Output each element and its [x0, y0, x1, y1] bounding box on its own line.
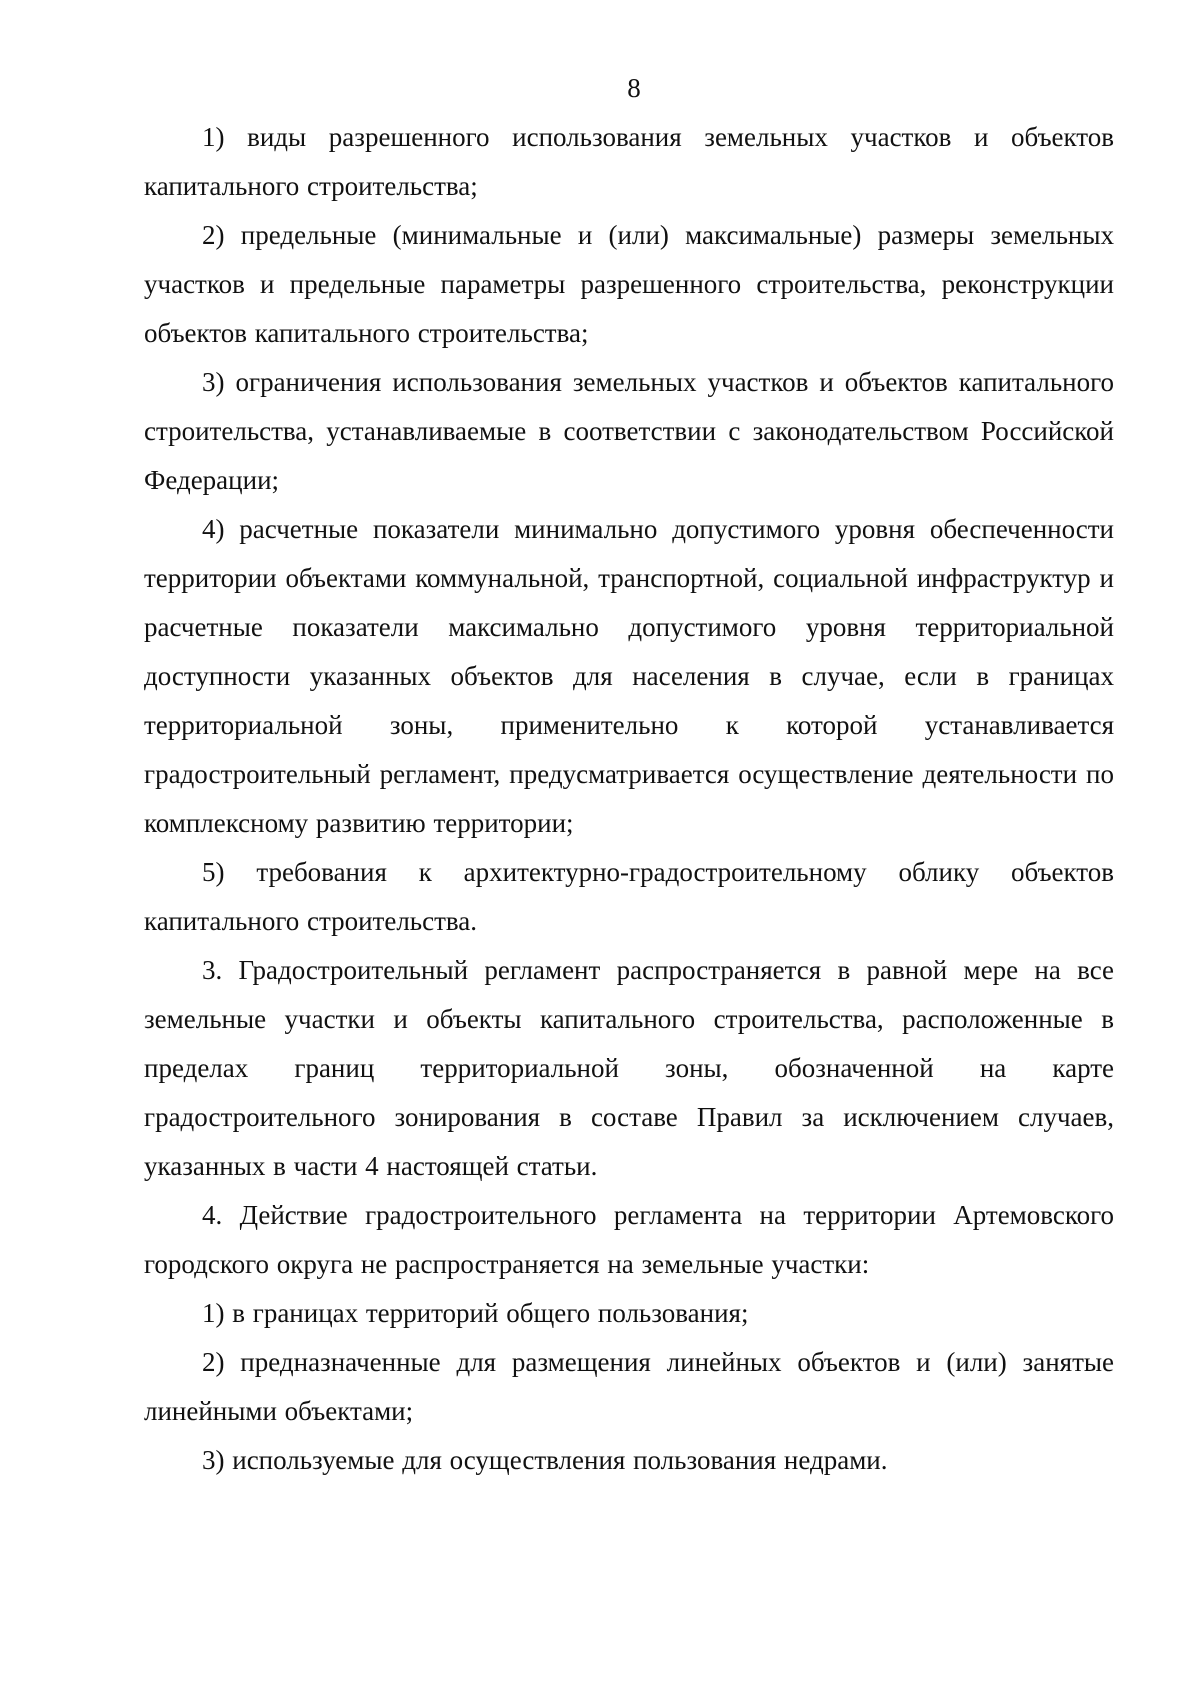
- clause-4: 4. Действие градостроительного регламента на территории Артемовского городского округа не распространяется на земельные участки:: [144, 1200, 1114, 1279]
- list-item-architectural-requirements: 5) требования к архитектурно-градостроительному облику объектов капитального строительства.: [144, 857, 1114, 936]
- list-item-calculated-indicators: 4) расчетные показатели минимально допустимого уровня обеспеченности территории объектами коммунальной, транспортной, социальной инфраструктур и расчетные показатели максимально допустимого уровня территориальной доступности указанных объектов для населения в случае, если в границах территориальной зоны, применительно к которой устанавливается градостроительный регламент, предусматривается осуществление деятельности по комплексному развитию территории;: [144, 514, 1114, 838]
- document-body: [144, 113, 1114, 1485]
- list-item-permitted-uses: 1) виды разрешенного использования земельных участков и объектов капитального строительства;: [144, 122, 1114, 201]
- list-item-restrictions: 3) ограничения использования земельных участков и объектов капитального строительства, устанавливаемые в соответствии с законодательством Российской Федерации;: [144, 367, 1114, 495]
- list-item-limit-sizes: 2) предельные (минимальные и (или) максимальные) размеры земельных участков и предельные параметры разрешенного строительства, реконструкции объектов капитального строительства;: [144, 220, 1114, 348]
- page-number: 8: [627, 73, 641, 103]
- list-item-subsoil-use: 3) используемые для осуществления пользования недрами.: [202, 1445, 888, 1475]
- clause-3: 3. Градостроительный регламент распространяется в равной мере на все земельные участки и объекты капитального строительства, расположенные в пределах границ территориальной зоны, обозначенной на карте градостроительного зонирования в составе Правил за исключением случаев, указанных в части 4 настоящей статьи.: [144, 955, 1114, 1181]
- list-item-public-territories: 1) в границах территорий общего пользования;: [202, 1298, 749, 1328]
- list-item-linear-objects: 2) предназначенные для размещения линейных объектов и (или) занятые линейными объектами;: [144, 1347, 1114, 1426]
